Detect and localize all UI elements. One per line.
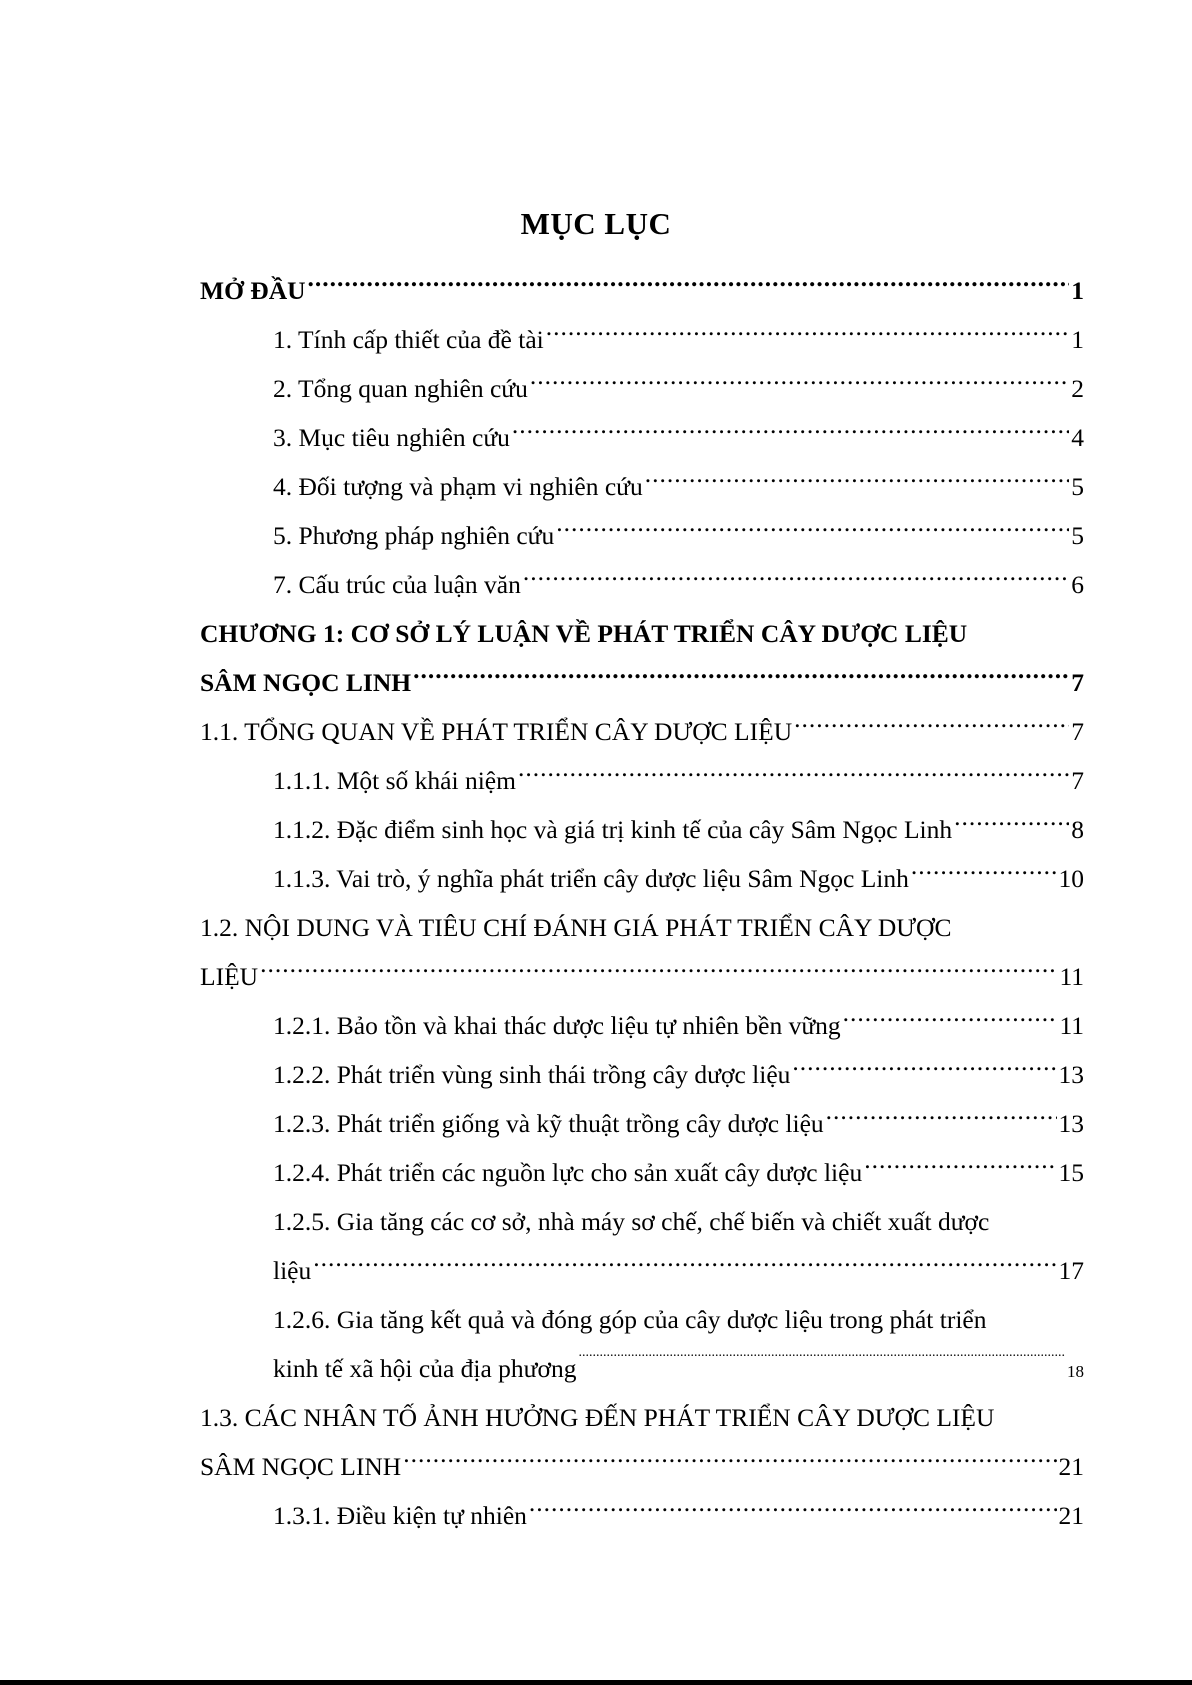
toc-entry-label-line2: kinh tế xã hội của địa phương xyxy=(273,1354,577,1383)
toc-entry-label: 1. Tính cấp thiết của đề tài xyxy=(273,325,544,354)
dot-leader xyxy=(792,1058,1056,1084)
toc-page-number: 11 xyxy=(1059,1011,1084,1040)
toc-page-number: 21 xyxy=(1058,1501,1084,1530)
toc-entry-label: 1.2.4. Phát triển các nguồn lực cho sản xuất cây dược liệu xyxy=(273,1158,863,1187)
dot-leader xyxy=(529,1499,1057,1525)
toc-entry xyxy=(200,315,1084,364)
dot-leader xyxy=(313,1254,1056,1280)
dot-leader xyxy=(826,1107,1057,1133)
toc-entry-label: MỞ ĐẦU xyxy=(200,276,306,305)
toc-entry-label: 1.3.1. Điều kiện tự nhiên xyxy=(273,1501,527,1530)
toc-entry xyxy=(200,364,1084,413)
dot-leader xyxy=(645,470,1070,496)
toc-entry xyxy=(200,1148,1084,1197)
toc-entry xyxy=(200,1050,1084,1099)
toc-page-number: 7 xyxy=(1071,717,1084,746)
toc-entry xyxy=(200,756,1084,805)
toc-page-number: 6 xyxy=(1071,570,1084,599)
toc-entry xyxy=(200,1099,1084,1148)
dot-leader xyxy=(864,1156,1056,1182)
dot-leader xyxy=(546,323,1070,349)
toc-entry xyxy=(200,462,1084,511)
dot-leader xyxy=(843,1009,1058,1035)
toc-entry-label-line1: 1.2. NỘI DUNG VÀ TIÊU CHÍ ĐÁNH GIÁ PHÁT TRIỂN CÂY DƯỢC xyxy=(200,913,952,942)
toc-page-number: 1 xyxy=(1071,325,1084,354)
toc-entry-label: 1.2.3. Phát triển giống và kỹ thuật trồng cây dược liệu xyxy=(273,1109,824,1138)
toc-entry-label-line2: SÂM NGỌC LINH xyxy=(200,1452,402,1481)
toc-entry-label-line2: SÂM NGỌC LINH xyxy=(200,668,412,697)
dot-leader xyxy=(512,421,1069,447)
page-title: MỤC LỤC xyxy=(520,206,672,241)
toc-entry xyxy=(200,266,1084,315)
toc-entry-label: 5. Phương pháp nghiên cứu xyxy=(273,521,555,550)
toc-page-number: 7 xyxy=(1071,766,1084,795)
toc-entry xyxy=(200,1295,1084,1393)
toc-entry-label: 3. Mục tiêu nghiên cứu xyxy=(273,423,510,452)
toc-page-number: 1 xyxy=(1071,276,1084,305)
table-of-contents xyxy=(200,266,1084,1540)
toc-entry-label-line1: 1.2.5. Gia tăng các cơ sở, nhà máy sơ chế, chế biến và chiết xuất dược xyxy=(273,1207,990,1236)
toc-entry xyxy=(200,511,1084,560)
toc-entry xyxy=(200,1491,1084,1540)
toc-entry-label: 1.1.3. Vai trò, ý nghĩa phát triển cây dược liệu Sâm Ngọc Linh xyxy=(273,864,909,893)
dot-leader xyxy=(523,568,1069,594)
toc-entry-label-line2: LIỆU xyxy=(200,962,259,991)
toc-page-number: 18 xyxy=(1067,1362,1084,1381)
toc-entry-label: 1.1.1. Một số khái niệm xyxy=(273,766,516,795)
dot-leader xyxy=(579,1352,1066,1378)
toc-entry-label: 1.1. TỔNG QUAN VỀ PHÁT TRIỂN CÂY DƯỢC LIỆU xyxy=(200,717,793,746)
dot-leader xyxy=(518,764,1069,790)
toc-entry-label-line2: liệu xyxy=(273,1256,312,1285)
toc-entry xyxy=(200,707,1084,756)
dot-leader xyxy=(403,1450,1056,1476)
toc-entry-label: 1.2.1. Bảo tồn và khai thác dược liệu tự nhiên bền vững xyxy=(273,1011,841,1040)
dot-leader xyxy=(556,519,1069,545)
toc-entry-label-line1: 1.2.6. Gia tăng kết quả và đóng góp của cây dược liệu trong phát triển xyxy=(273,1305,987,1334)
dot-leader xyxy=(954,813,1069,839)
toc-entry xyxy=(200,609,1084,707)
toc-entry-label: 2. Tổng quan nghiên cứu xyxy=(273,374,528,403)
toc-page-number: 2 xyxy=(1071,374,1084,403)
toc-entry xyxy=(200,560,1084,609)
toc-page-number: 11 xyxy=(1059,962,1084,991)
dot-leader xyxy=(530,372,1069,398)
dot-leader xyxy=(413,666,1069,692)
toc-page-number: 4 xyxy=(1071,423,1084,452)
toc-page-number: 21 xyxy=(1058,1452,1084,1481)
dot-leader xyxy=(260,960,1057,986)
toc-entry-label-line1: CHƯƠNG 1: CƠ SỞ LÝ LUẬN VỀ PHÁT TRIỂN CÂY DƯỢC LIỆU xyxy=(200,619,968,648)
toc-entry xyxy=(200,1001,1084,1050)
toc-page-number: 8 xyxy=(1071,815,1084,844)
toc-page-number: 17 xyxy=(1058,1256,1084,1285)
dot-leader xyxy=(308,274,1070,300)
page-bottom-border xyxy=(0,1680,1192,1685)
toc-page-number: 5 xyxy=(1071,521,1084,550)
toc-page-number: 5 xyxy=(1071,472,1084,501)
toc-entry xyxy=(200,1197,1084,1295)
toc-entry-label: 1.1.2. Đặc điểm sinh học và giá trị kinh tế của cây Sâm Ngọc Linh xyxy=(273,815,953,844)
toc-page-number: 13 xyxy=(1058,1060,1084,1089)
toc-entry-label-line1: 1.3. CÁC NHÂN TỐ ẢNH HƯỞNG ĐẾN PHÁT TRIỂN CÂY DƯỢC LIỆU xyxy=(200,1403,995,1432)
toc-page-number: 7 xyxy=(1071,668,1084,697)
dot-leader xyxy=(794,715,1069,741)
toc-entry xyxy=(200,854,1084,903)
toc-page-number: 13 xyxy=(1058,1109,1084,1138)
dot-leader xyxy=(911,862,1057,888)
toc-entry xyxy=(200,903,1084,1001)
toc-entry-label: 4. Đối tượng và phạm vi nghiên cứu xyxy=(273,472,643,501)
toc-page-number: 10 xyxy=(1058,864,1084,893)
toc-entry xyxy=(200,413,1084,462)
toc-entry-label: 7. Cấu trúc của luận văn xyxy=(273,570,521,599)
toc-entry xyxy=(200,1393,1084,1491)
toc-entry-label: 1.2.2. Phát triển vùng sinh thái trồng cây dược liệu xyxy=(273,1060,791,1089)
toc-entry xyxy=(200,805,1084,854)
toc-page-number: 15 xyxy=(1058,1158,1084,1187)
